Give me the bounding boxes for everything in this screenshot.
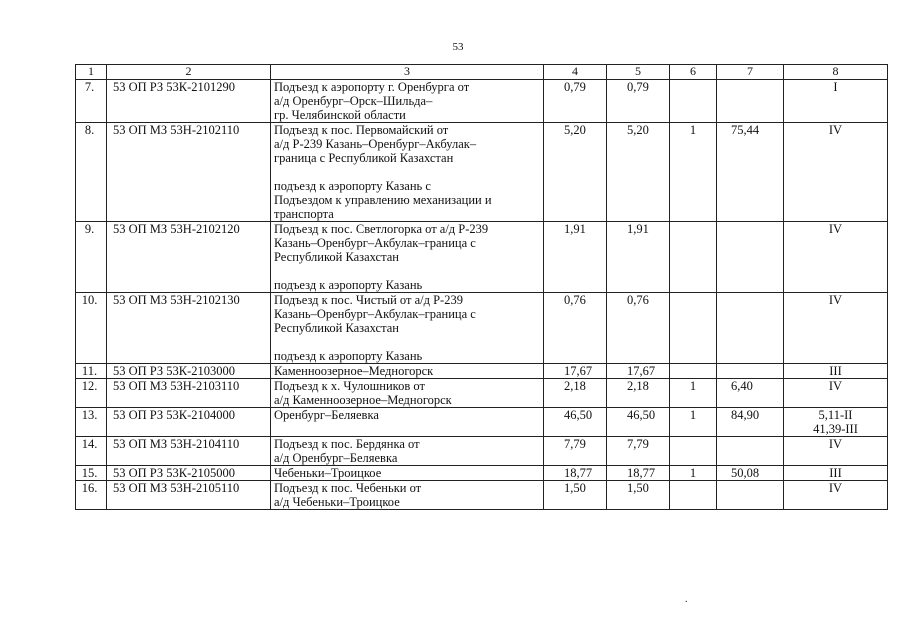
row-number: 11. (76, 364, 107, 379)
column-6-value (670, 481, 717, 510)
row-number: 10. (76, 293, 107, 364)
description-line: Подъезд к пос. Чебеньки от (274, 481, 422, 495)
road-code: 53 ОП РЗ 53К-2105000 (107, 466, 271, 481)
category-line: IV (828, 437, 843, 451)
table-body (76, 65, 888, 510)
column-4-value: 0,79 (544, 80, 607, 123)
category-line: I (833, 80, 838, 94)
column-header: 5 (607, 65, 670, 80)
table-row (76, 408, 888, 437)
description-line: Чебеньки–Троицкое (274, 466, 382, 480)
column-4-value: 7,79 (544, 437, 607, 466)
category (784, 80, 888, 123)
description-line: Республикой Казахстан (274, 250, 399, 264)
column-5-value: 1,91 (607, 222, 670, 293)
category (784, 222, 888, 293)
column-6-value: 1 (670, 408, 717, 437)
description-line: Подъезд к пос. Бердянка от (274, 437, 420, 451)
column-4-value: 0,76 (544, 293, 607, 364)
row-number: 16. (76, 481, 107, 510)
column-6-value (670, 293, 717, 364)
column-header: 6 (670, 65, 717, 80)
column-7-value (717, 437, 784, 466)
road-code: 53 ОП МЗ 53Н-2102130 (107, 293, 271, 364)
road-code: 53 ОП РЗ 53К-2104000 (107, 408, 271, 437)
column-5-value: 18,77 (607, 466, 670, 481)
column-5-value: 0,79 (607, 80, 670, 123)
table-row (76, 364, 888, 379)
column-4-value: 2,18 (544, 379, 607, 408)
column-4-value: 18,77 (544, 466, 607, 481)
category-line: III (829, 466, 842, 480)
road-description (271, 222, 544, 293)
table-row (76, 293, 888, 364)
description-line: гр. Челябинской области (274, 108, 406, 122)
road-description (271, 123, 544, 222)
category-line: IV (828, 379, 843, 393)
row-number: 9. (76, 222, 107, 293)
road-description (271, 408, 544, 437)
column-5-value: 46,50 (607, 408, 670, 437)
road-description (271, 481, 544, 510)
description-line: Казань–Оренбург–Акбулак–граница с (274, 307, 476, 321)
column-6-value (670, 437, 717, 466)
road-code: 53 ОП МЗ 53Н-2102120 (107, 222, 271, 293)
category-line: IV (828, 293, 843, 307)
road-code: 53 ОП МЗ 53Н-2105110 (107, 481, 271, 510)
stray-mark: . (685, 594, 688, 605)
column-6-value: 1 (670, 123, 717, 222)
table-row (76, 80, 888, 123)
row-number: 12. (76, 379, 107, 408)
column-7-value: 75,44 (717, 123, 784, 222)
description-line: подъезд к аэропорту Казань с (274, 179, 431, 193)
road-code: 53 ОП МЗ 53Н-2102110 (107, 123, 271, 222)
column-4-value: 1,91 (544, 222, 607, 293)
road-code: 53 ОП МЗ 53Н-2103110 (107, 379, 271, 408)
category (784, 293, 888, 364)
category (784, 466, 888, 481)
column-header: 3 (271, 65, 544, 80)
description-line: транспорта (274, 207, 334, 221)
column-header: 7 (717, 65, 784, 80)
column-6-value: 1 (670, 466, 717, 481)
column-7-value: 6,40 (717, 379, 784, 408)
description-line: Подъездом к управлению механизации и (274, 193, 492, 207)
road-description (271, 293, 544, 364)
description-line: подъезд к аэропорту Казань (274, 278, 423, 292)
description-gap (274, 264, 540, 278)
column-6-value (670, 364, 717, 379)
column-5-value: 0,76 (607, 293, 670, 364)
table-row (76, 437, 888, 466)
row-number: 13. (76, 408, 107, 437)
description-line: Оренбург–Беляевка (274, 408, 379, 422)
category (784, 408, 888, 437)
column-7-value (717, 80, 784, 123)
column-6-value: 1 (670, 379, 717, 408)
road-register-table (75, 64, 888, 510)
column-7-value (717, 364, 784, 379)
column-7-value: 50,08 (717, 466, 784, 481)
column-5-value: 2,18 (607, 379, 670, 408)
column-header: 4 (544, 65, 607, 80)
category-line: 41,39-III (813, 422, 858, 436)
road-description (271, 364, 544, 379)
category-line: 5,11-II (818, 408, 853, 422)
category-line: IV (828, 222, 843, 236)
description-line: Подъезд к аэропорту г. Оренбурга от (274, 80, 470, 94)
description-line: Казань–Оренбург–Акбулак–граница с (274, 236, 476, 250)
column-5-value: 5,20 (607, 123, 670, 222)
category (784, 437, 888, 466)
column-4-value: 17,67 (544, 364, 607, 379)
category-line: IV (828, 123, 843, 137)
road-code: 53 ОП РЗ 53К-2103000 (107, 364, 271, 379)
road-description (271, 80, 544, 123)
category (784, 123, 888, 222)
description-line: Подъезд к пос. Первомайский от (274, 123, 449, 137)
column-6-value (670, 222, 717, 293)
category (784, 379, 888, 408)
table-row (76, 466, 888, 481)
column-header: 1 (76, 65, 107, 80)
description-line: Республикой Казахстан (274, 321, 399, 335)
table-row (76, 123, 888, 222)
category (784, 364, 888, 379)
description-gap (274, 335, 540, 349)
description-line: а/д Р-239 Казань–Оренбург–Акбулак– (274, 137, 477, 151)
column-header: 2 (107, 65, 271, 80)
description-line: а/д Оренбург–Орск–Шильда– (274, 94, 433, 108)
column-7-value: 84,90 (717, 408, 784, 437)
column-7-value (717, 481, 784, 510)
table-header-row (76, 65, 888, 80)
row-number: 8. (76, 123, 107, 222)
row-number: 7. (76, 80, 107, 123)
column-5-value: 17,67 (607, 364, 670, 379)
row-number: 15. (76, 466, 107, 481)
column-6-value (670, 80, 717, 123)
column-4-value: 1,50 (544, 481, 607, 510)
column-7-value (717, 222, 784, 293)
description-line: граница с Республикой Казахстан (274, 151, 454, 165)
description-line: подъезд к аэропорту Казань (274, 349, 423, 363)
description-line: а/д Чебеньки–Троицкое (274, 495, 400, 509)
column-4-value: 46,50 (544, 408, 607, 437)
table-row (76, 481, 888, 510)
category-line: IV (828, 481, 843, 495)
description-line: Подъезд к пос. Светлогорка от а/д Р-239 (274, 222, 489, 236)
column-header: 8 (784, 65, 888, 80)
road-code: 53 ОП РЗ 53К-2101290 (107, 80, 271, 123)
table-row (76, 379, 888, 408)
table-row (76, 222, 888, 293)
description-line: Подъезд к пос. Чистый от а/д Р-239 (274, 293, 463, 307)
page-number: 53 (452, 41, 464, 53)
description-line: а/д Каменноозерное–Медногорск (274, 393, 452, 407)
road-description (271, 437, 544, 466)
column-7-value (717, 293, 784, 364)
description-line: Каменноозерное–Медногорск (274, 364, 434, 378)
category-line: III (829, 364, 842, 378)
description-gap (274, 165, 540, 179)
description-line: а/д Оренбург–Беляевка (274, 451, 398, 465)
column-5-value: 7,79 (607, 437, 670, 466)
row-number: 14. (76, 437, 107, 466)
road-code: 53 ОП МЗ 53Н-2104110 (107, 437, 271, 466)
road-description (271, 466, 544, 481)
description-line: Подъезд к х. Чулошников от (274, 379, 425, 393)
column-5-value: 1,50 (607, 481, 670, 510)
road-description (271, 379, 544, 408)
category (784, 481, 888, 510)
column-4-value: 5,20 (544, 123, 607, 222)
